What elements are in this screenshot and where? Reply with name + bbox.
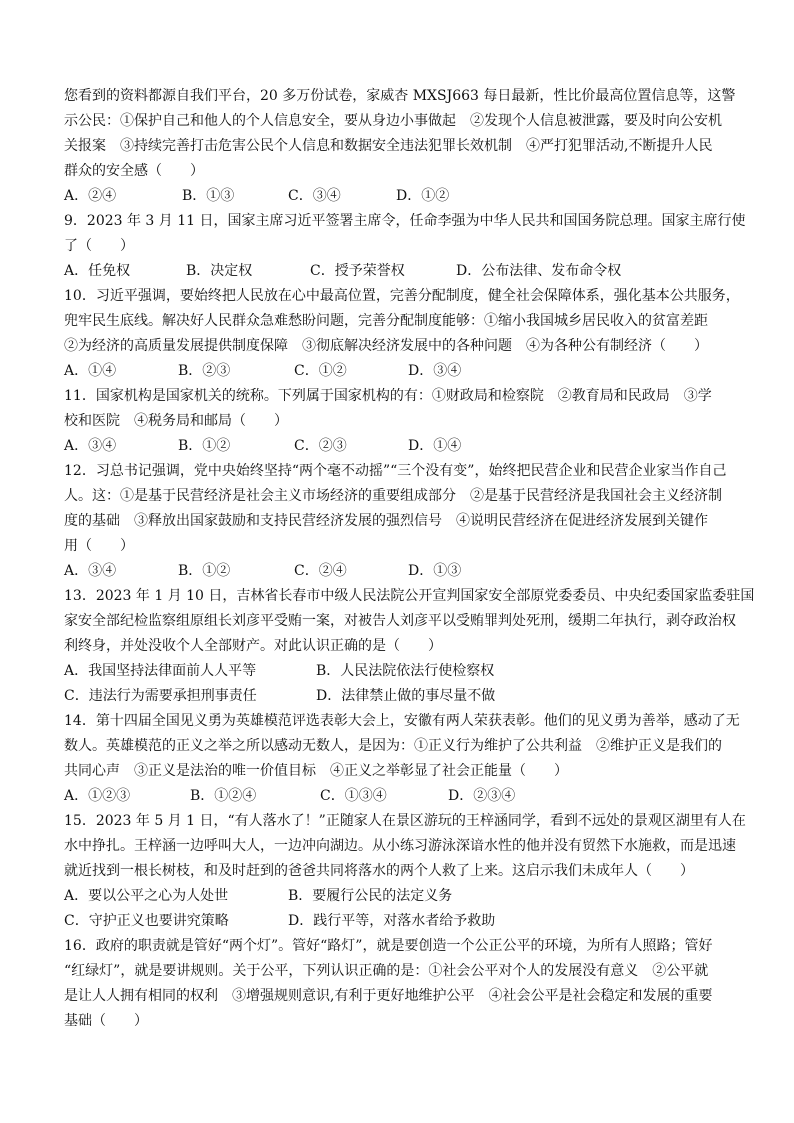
answer-options — [64, 559, 734, 584]
option-a: A．①④ — [64, 363, 117, 379]
question-text-line: 11．国家机构是国家机关的统称。下列属于国家机构的有：①财政局和检察院 ②教育局和民政局 ③学 — [64, 388, 712, 404]
question-16 — [64, 934, 734, 1034]
question-15 — [64, 809, 746, 934]
answer-options — [64, 784, 734, 809]
option-a: A．②④ — [64, 188, 117, 204]
option-a: A．任免权 — [64, 263, 131, 279]
option-d: D．①③ — [408, 563, 462, 579]
question-text-line: 人。这：①是基于民营经济是社会主义市场经济的重要组成部分 ②是基于民营经济是我国社会主义经济制 — [64, 488, 722, 504]
option-a: A．我国坚持法律面前人人平等 — [64, 663, 257, 679]
answer-options — [64, 684, 734, 709]
question-12 — [64, 459, 734, 584]
option-d: D．①④ — [408, 438, 462, 454]
question-text-line: 基础（ ） — [64, 1013, 148, 1029]
question-text-line: 水中挣扎。王梓涵一边呼叫大人，一边冲向湖边。从小练习游泳深谙水性的他并没有贸然下水施救，而是迅速 — [64, 838, 736, 854]
question-10 — [64, 284, 740, 384]
question-text-line: 10．习近平强调，要始终把人民放在心中最高位置，完善分配制度，健全社会保障体系，强化基本公共服务， — [64, 288, 740, 304]
question-9 — [64, 209, 746, 284]
option-c: C．①② — [294, 363, 347, 379]
question-text-line: 群众的安全感（ ） — [64, 163, 204, 179]
option-d: D．③④ — [408, 363, 462, 379]
answer-options — [64, 659, 734, 684]
option-a: A．③④ — [64, 438, 117, 454]
question-text-line: 就近找到一根长树枝，和及时赶到的爸爸共同将落水的两个人救了上来。这启示我们未成年人（ ） — [64, 863, 694, 879]
option-b: B．①②④ — [190, 788, 257, 804]
question-text-line: 9．2023 年 3 月 11 日，国家主席习近平签署主席令，任命李强为中华人民共和国国务院总理。国家主席行使 — [64, 213, 746, 229]
answer-options — [64, 909, 734, 934]
option-b: B．①③ — [182, 188, 235, 204]
question-text-line: 家安全部纪检监察组原组长刘彦平受贿一案，对被告人刘彦平以受贿罪判处死刑，缓期二年执行，剥夺政治权 — [64, 613, 736, 629]
option-d: D．践行平等，对落水者给予救助 — [288, 913, 496, 929]
option-c: C．②④ — [294, 563, 347, 579]
question-text-line: 兜牢民生底线。解决好人民群众急难愁盼问题，完善分配制度能够：①缩小我国城乡居民收入的贫富差距 — [64, 313, 708, 329]
option-d: D．①② — [396, 188, 450, 204]
option-a: A．③④ — [64, 563, 117, 579]
answer-options — [64, 259, 734, 284]
option-b: B．决定权 — [186, 263, 253, 279]
option-c: C．①③④ — [320, 788, 387, 804]
option-b: B．人民法院依法行使检察权 — [316, 663, 495, 679]
option-c: C．违法行为需要承担刑事责任 — [64, 688, 257, 704]
question-text-line: 14．第十四届全国见义勇为英雄模范评选表彰大会上，安徽有两人荣获表彰。他们的见义勇为善举，感动了无 — [64, 713, 740, 729]
question-text-line: 15．2023 年 5 月 1 日，“有人落水了！”正随家人在景区游玩的王梓涵同学，看到不远处的景观区湖里有人在 — [64, 813, 746, 829]
option-b: B．①② — [178, 563, 231, 579]
option-d: D．公布法律、发布命令权 — [456, 263, 622, 279]
question-text-line: 关报案 ③持续完善打击危害公民个人信息和数据安全违法犯罪长效机制 ④严打犯罪活动,不断提升人民 — [64, 138, 713, 154]
question-13 — [64, 584, 755, 709]
question-text-line: 共同心声 ③正义是法治的唯一价值目标 ④正义之举彰显了社会正能量（ ） — [64, 763, 568, 779]
question-text-line: 数人。英雄模范的正义之举之所以感动无数人，是因为：①正义行为维护了公共利益 ②维护正义是我们的 — [64, 738, 722, 754]
question-text-line: 利终身，并处没收个人全部财产。对此认识正确的是（ ） — [64, 638, 442, 654]
question-text-line: 示公民：①保护自己和他人的个人信息安全，要从身边小事做起 ②发现个人信息被泄露，要及时向公安机 — [64, 113, 722, 129]
question-text-line: 您看到的资料都源自我们平台，20 多万份试卷，家威杏 MXSJ663 每日最新，性比价最高位置信息等，这警 — [64, 88, 736, 104]
option-c: C．③④ — [288, 188, 341, 204]
answer-options — [64, 184, 734, 209]
question-text-line: 16．政府的职责就是管好“两个灯”。管好“路灯”，就是要创造一个公正公平的环境，为所有人照路；管好 — [64, 938, 713, 954]
question-8-continued — [64, 84, 734, 209]
option-a: A．①②③ — [64, 788, 131, 804]
option-d: D．法律禁止做的事尽量不做 — [316, 688, 496, 704]
answer-options — [64, 884, 734, 909]
exam-page — [64, 84, 755, 1034]
option-a: A．要以公平之心为人处世 — [64, 888, 229, 904]
question-11 — [64, 384, 734, 459]
question-text-line: 12．习总书记强调，党中央始终坚持“两个毫不动摇”“三个没有变”，始终把民营企业和民营企业家当作自己 — [64, 463, 727, 479]
question-text-line: “红绿灯”，就是要讲规则。关于公平，下列认识正确的是：①社会公平对个人的发展没有意义 ②公平就 — [64, 963, 709, 979]
option-c: C．守护正义也要讲究策略 — [64, 913, 229, 929]
question-text-line: 用（ ） — [64, 538, 134, 554]
option-b: B．要履行公民的法定义务 — [288, 888, 453, 904]
option-d: D．②③④ — [448, 788, 516, 804]
option-c: C．授予荣誉权 — [310, 263, 405, 279]
question-text-line: 了（ ） — [64, 238, 134, 254]
answer-options — [64, 359, 734, 384]
option-c: C．②③ — [294, 438, 347, 454]
question-text-line: 是让人人拥有相同的权利 ③增强规则意识,有利于更好地维护公平 ④社会公平是社会稳定和发展的重要 — [64, 988, 713, 1004]
question-text-line: 校和医院 ④税务局和邮局（ ） — [64, 413, 288, 429]
question-text-line: ②为经济的高质量发展提供制度保障 ③彻底解决经济发展中的各种问题 ④为各种公有制经济（ ） — [64, 338, 708, 354]
option-b: B．②③ — [178, 363, 231, 379]
question-text-line: 度的基础 ③释放出国家鼓励和支持民营经济发展的强烈信号 ④说明民营经济在促进经济发展到关键作 — [64, 513, 708, 529]
question-14 — [64, 709, 740, 809]
answer-options — [64, 434, 734, 459]
question-text-line: 13．2023 年 1 月 10 日，吉林省长春市中级人民法院公开宣判国家安全部原党委委员、中央纪委国家监委驻国 — [64, 588, 755, 604]
option-b: B．①② — [178, 438, 231, 454]
